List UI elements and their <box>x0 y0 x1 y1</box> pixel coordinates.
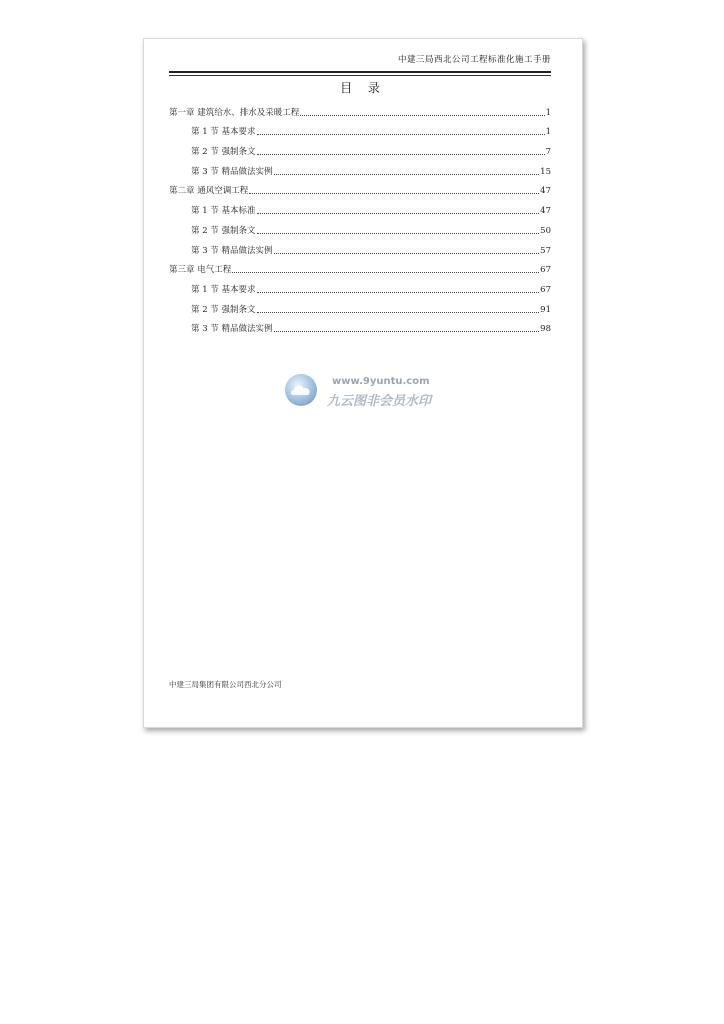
toc-entry-page: 47 <box>540 206 551 217</box>
toc-leader-dots <box>249 193 539 194</box>
toc-entry-page: 15 <box>540 166 551 177</box>
toc-entry[interactable] <box>169 277 551 297</box>
toc-entry[interactable] <box>169 258 551 278</box>
toc-entry-page: 50 <box>540 225 551 236</box>
toc-leader-dots <box>300 115 544 116</box>
toc-entry-page: 98 <box>540 324 551 335</box>
table-of-contents <box>169 100 551 336</box>
toc-entry-label: 第 2 节 强制条文 <box>191 147 256 158</box>
toc-entry-label: 第三章 电气工程 <box>169 265 232 276</box>
toc-entry[interactable] <box>169 218 551 238</box>
toc-entry-label: 第 3 节 精品做法实例 <box>191 245 273 256</box>
toc-entry[interactable] <box>169 159 551 179</box>
toc-entry-label: 第 1 节 基本标准 <box>191 206 256 217</box>
toc-leader-dots <box>257 154 545 155</box>
header-title: 中建三局西北公司工程标准化施工手册 <box>397 55 551 65</box>
toc-entry[interactable] <box>169 297 551 317</box>
toc-entry-page: 67 <box>540 284 551 295</box>
toc-entry-label: 第一章 建筑给水、排水及采暖工程 <box>169 107 300 118</box>
toc-title: 目 录 <box>340 81 386 95</box>
toc-entry-label: 第 3 节 精品做法实例 <box>191 166 273 177</box>
toc-entry-label: 第 3 节 精品做法实例 <box>191 324 273 335</box>
toc-entry-label: 第 2 节 强制条文 <box>191 225 256 236</box>
toc-leader-dots <box>257 292 540 293</box>
toc-entry-page: 91 <box>540 304 551 315</box>
watermark <box>284 373 444 409</box>
toc-entry-page: 57 <box>540 245 551 256</box>
header-rule <box>169 71 551 73</box>
toc-leader-dots <box>257 213 540 214</box>
toc-entry[interactable] <box>169 238 551 258</box>
toc-leader-dots <box>274 331 540 332</box>
watermark-text: 九云图非会员水印 <box>327 394 432 409</box>
toc-leader-dots <box>257 134 545 135</box>
document-page <box>143 38 583 728</box>
toc-entry-page: 7 <box>545 147 551 158</box>
cloud-logo-icon <box>284 373 318 407</box>
toc-entry-page: 1 <box>545 107 551 118</box>
toc-entry[interactable] <box>169 198 551 218</box>
toc-entry-page: 67 <box>540 265 551 276</box>
toc-entry-page: 47 <box>540 186 551 197</box>
toc-leader-dots <box>274 253 540 254</box>
toc-leader-dots <box>232 272 539 273</box>
watermark-url: www.9yuntu.com <box>332 376 430 387</box>
page-footer: 中建三局集团有限公司西北分公司 <box>169 680 282 689</box>
toc-entry-label: 第二章 通风空调工程 <box>169 186 249 197</box>
toc-leader-dots <box>257 312 540 313</box>
toc-entry[interactable] <box>169 100 551 120</box>
toc-entry[interactable] <box>169 317 551 337</box>
toc-entry-label: 第 2 节 强制条文 <box>191 304 256 315</box>
toc-entry[interactable] <box>169 179 551 199</box>
toc-leader-dots <box>257 233 540 234</box>
toc-entry-label: 第 1 节 基本要求 <box>191 127 256 138</box>
toc-leader-dots <box>274 174 540 175</box>
toc-entry-page: 1 <box>545 127 551 138</box>
toc-entry[interactable] <box>169 120 551 140</box>
toc-entry[interactable] <box>169 139 551 159</box>
header-rule-thin <box>169 75 551 76</box>
toc-entry-label: 第 1 节 基本要求 <box>191 284 256 295</box>
